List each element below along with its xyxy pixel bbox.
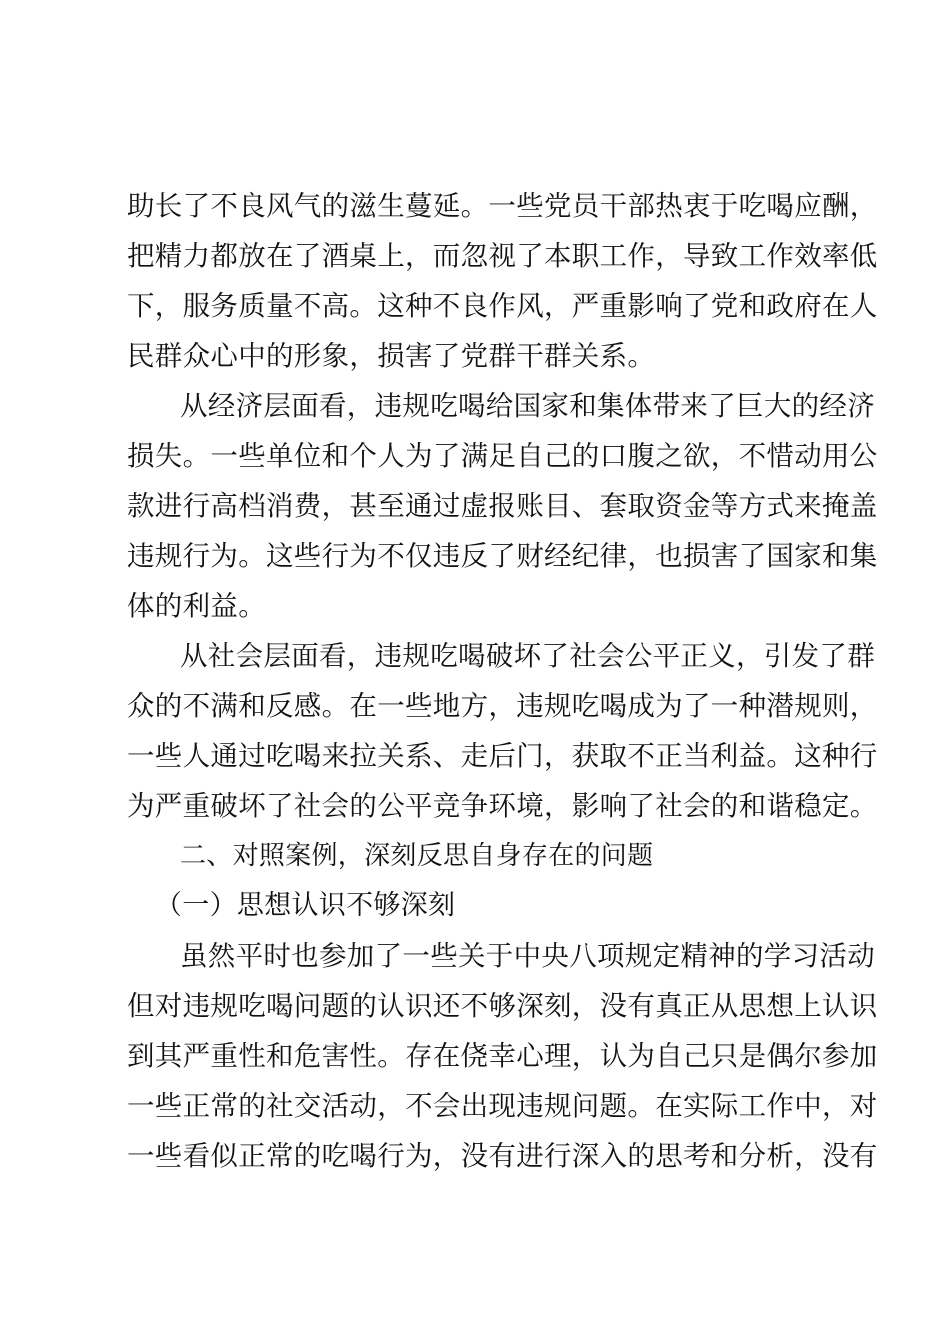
- body-text-line: 下，服务质量不高。这种不良作风，严重影响了党和政府在人: [127, 290, 878, 322]
- body-text-line: 众的不满和反感。在一些地方，违规吃喝成为了一种潜规则，: [127, 690, 878, 722]
- subsection-heading: （一）思想认识不够深刻: [155, 890, 456, 921]
- paragraph-first-line: 从社会层面看，违规吃喝破坏了社会公平正义，引发了群: [180, 640, 875, 672]
- body-text-line: 到其严重性和危害性。存在侥幸心理，认为自己只是偶尔参加: [127, 1040, 878, 1072]
- body-text-line: 一些正常的社交活动，不会出现违规问题。在实际工作中，对: [127, 1090, 878, 1122]
- paragraph-first-line: 从经济层面看，违规吃喝给国家和集体带来了巨大的经济: [180, 390, 875, 422]
- body-text-line: 但对违规吃喝问题的认识还不够深刻，没有真正从思想上认识: [127, 990, 878, 1022]
- body-text-line: 为严重破坏了社会的公平竞争环境，影响了社会的和谐稳定。: [127, 790, 878, 822]
- paragraph-first-line: 虽然平时也参加了一些关于中央八项规定精神的学习活动: [180, 940, 875, 972]
- body-text-line: 体的利益。: [127, 590, 266, 622]
- body-text-line: 损失。一些单位和个人为了满足自己的口腹之欲，不惜动用公: [127, 440, 878, 472]
- body-text-line: 民群众心中的形象，损害了党群干群关系。: [127, 340, 656, 372]
- body-text-line: 违规行为。这些行为不仅违反了财经纪律，也损害了国家和集: [127, 540, 878, 572]
- body-text-line: 款进行高档消费，甚至通过虚报账目、套取资金等方式来掩盖: [127, 490, 878, 522]
- body-text-line: 把精力都放在了酒桌上，而忽视了本职工作，导致工作效率低: [127, 240, 878, 272]
- body-text-line: 助长了不良风气的滋生蔓延。一些党员干部热衷于吃喝应酬，: [127, 190, 878, 222]
- section-heading: 二、对照案例，深刻反思自身存在的问题: [180, 841, 654, 871]
- body-text-line: 一些人通过吃喝来拉关系、走后门，获取不正当利益。这种行: [127, 740, 878, 772]
- body-text-line: 一些看似正常的吃喝行为，没有进行深入的思考和分析，没有: [127, 1140, 878, 1172]
